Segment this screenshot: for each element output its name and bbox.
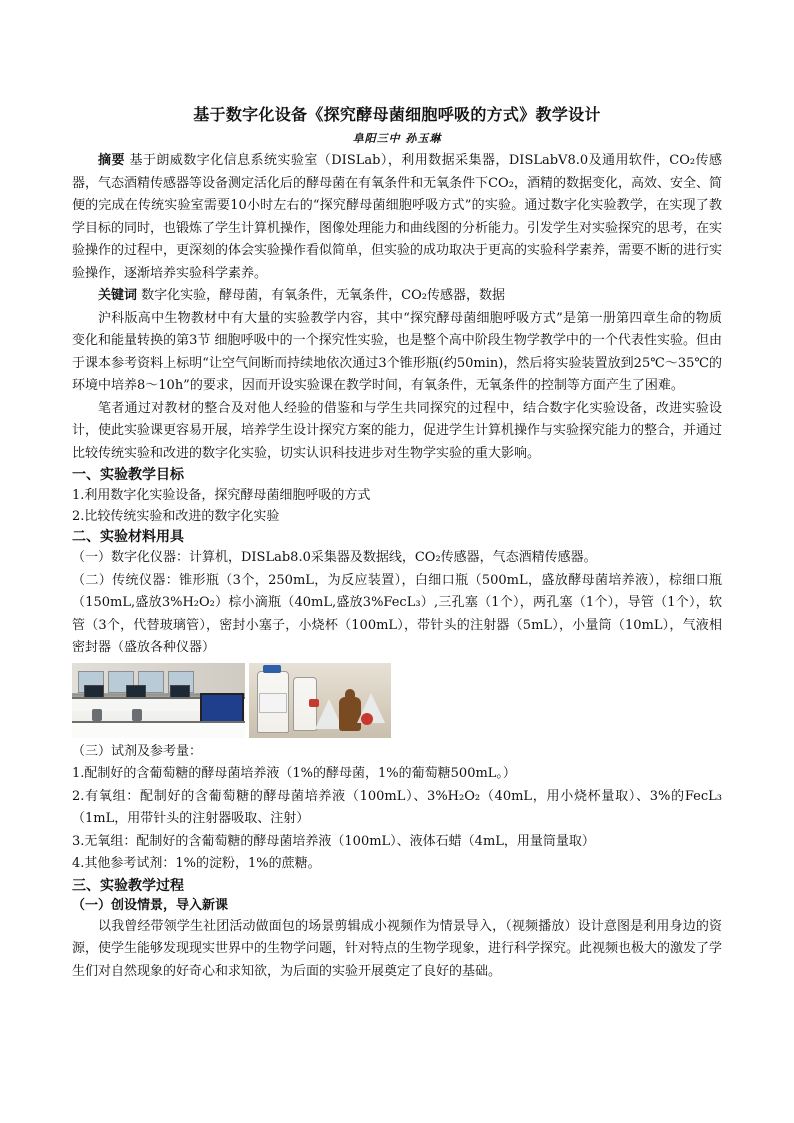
document-page — [72, 100, 722, 983]
goal-item-2: 2.比较传统实验和改进的数字化实验 — [72, 509, 280, 524]
keywords-text: 数字化实验，酵母菌，有氧条件，无氧条件，CO₂传感器，数据 — [141, 288, 505, 303]
reagent-item-2: 2.有氧组：配制好的含葡萄糖的酵母菌培养液（100mL）、3%H₂O₂（40mL，用小烧杯量取）、3%的FecL₃（1mL，用带针头的注射器吸取、注射） — [72, 788, 722, 826]
section-3-heading: 三、实验教学过程 — [72, 877, 184, 894]
section-3-paragraph-1: 以我曾经带领学生社团活动做面包的场景剪辑成小视频作为情景导入，（视频播放）设计意图是利用身边的资源，使学生能够发现现实世界中的生物学问题，针对特点的生物学现象，进行科学探究。此视频也极大的激发了学生们对自然现象的好奇心和求知欲，为后面的实验开展奠定了良好的基础。 — [72, 918, 723, 979]
apparatus-photo — [249, 663, 391, 738]
section-1-heading: 一、实验教学目标 — [72, 467, 184, 483]
reagent-item-3: 3.无氧组：配制好的含葡萄糖的酵母菌培养液（100mL）、液体石蜡（4mL，用量筒量取） — [72, 833, 595, 849]
reagents-heading: （三）试剂及参考量： — [72, 743, 203, 759]
reagent-item-1: 1.配制好的含葡萄糖的酵母菌培养液（1%的酵母菌，1%的葡萄糖500mL。） — [72, 766, 516, 781]
abstract-text: 基于朗威数字化信息系统实验室（DISLab），利用数据采集器，DISLabV8.0及通用软件，CO₂传感器，气态酒精传感器等设备测定活化后的酵母菌在有氧条件和无氧条件下CO₂，酒精的数据变化，高效、安全、简便的完成在传统实验室需要10小时左右的“探究酵母菌细胞呼吸方式”的实验。通过数字化实验教学，在实现了教学目标的同时，也锻炼了学生计算机操作，图像处理能力和曲线图的分析能力。引发学生对实验探究的思考，在实验操作的过程中，更深刻的体会实验操作看似简单，但实验的成功取决于更高的实验科学素养，需要不断的进行实验操作，逐渐培养实验科学素养。 — [72, 153, 723, 281]
section-2-heading: 二、实验材料用具 — [72, 529, 184, 545]
traditional-instruments-paragraph: （二）传统仪器：锥形瓶（3个，250mL，为反应装置），白细口瓶（500mL，盛放酵母菌培养液），棕细口瓶（150mL,盛放3%H₂O₂）棕小滴瓶（40mL,盛放3%FecL₃）,三孔塞（1个），两孔塞（1个），导管（1个），软管（3个，代替玻璃管），密封小塞子，小烧杯（100mL），带针头的注射器（5mL），小量筒（10mL），气液相密封器（盛放各种仪器） — [72, 572, 722, 655]
lab-room-photo — [72, 663, 245, 738]
keywords-paragraph — [72, 285, 722, 308]
keywords-label: 关键词 — [98, 288, 138, 303]
intro-paragraph-1: 沪科版高中生物教材中有大量的实验教学内容，其中“探究酵母菌细胞呼吸方式”是第一册第四章生命的物质变化和能量转换的第3节 细胞呼吸中的一个探究性实验，也是整个高中阶段生物学教学中的一个代表性实验。但由于课本参考资料上标明“让空气间断而持续地依次通过3个锥形瓶(约50min)，然后将实验装置放到25℃～35℃的环境中培养8～10h”的要求，因而开设实验课在教学时间，有氧条件，无氧条件的控制等方面产生了困难。 — [72, 310, 722, 393]
author-line: 阜阳三中 孙玉琳 — [352, 132, 442, 145]
section-3-subheading-1: （一）创设情景，导入新课 — [72, 897, 229, 913]
digital-instruments-paragraph: （一）数字化仪器：计算机，DISLab8.0采集器及数据线，CO₂传感器，气态酒精传感器。 — [72, 550, 597, 565]
intro-paragraph-2: 笔者通过对教材的整合及对他人经验的借鉴和与学生共同探究的过程中，结合数字化实验设备，改进实验设计，使此实验课更容易开展，培养学生设计探究方案的能力，促进学生计算机操作与实验探究能力的整合，并通过比较传统实验和改进的数字化实验，切实认识科技进步对生物学实验的重大影响。 — [72, 400, 723, 461]
document-title: 基于数字化设备《探究酵母菌细胞呼吸的方式》教学设计 — [193, 105, 601, 124]
photo-row — [72, 663, 722, 738]
abstract-label: 摘要 — [98, 153, 125, 168]
reagent-item-4: 4.其他参考试剂：1%的淀粉，1%的蔗糖。 — [72, 856, 321, 871]
abstract-paragraph — [72, 150, 722, 285]
goal-item-1: 1.利用数字化实验设备，探究酵母菌细胞呼吸的方式 — [72, 488, 371, 503]
